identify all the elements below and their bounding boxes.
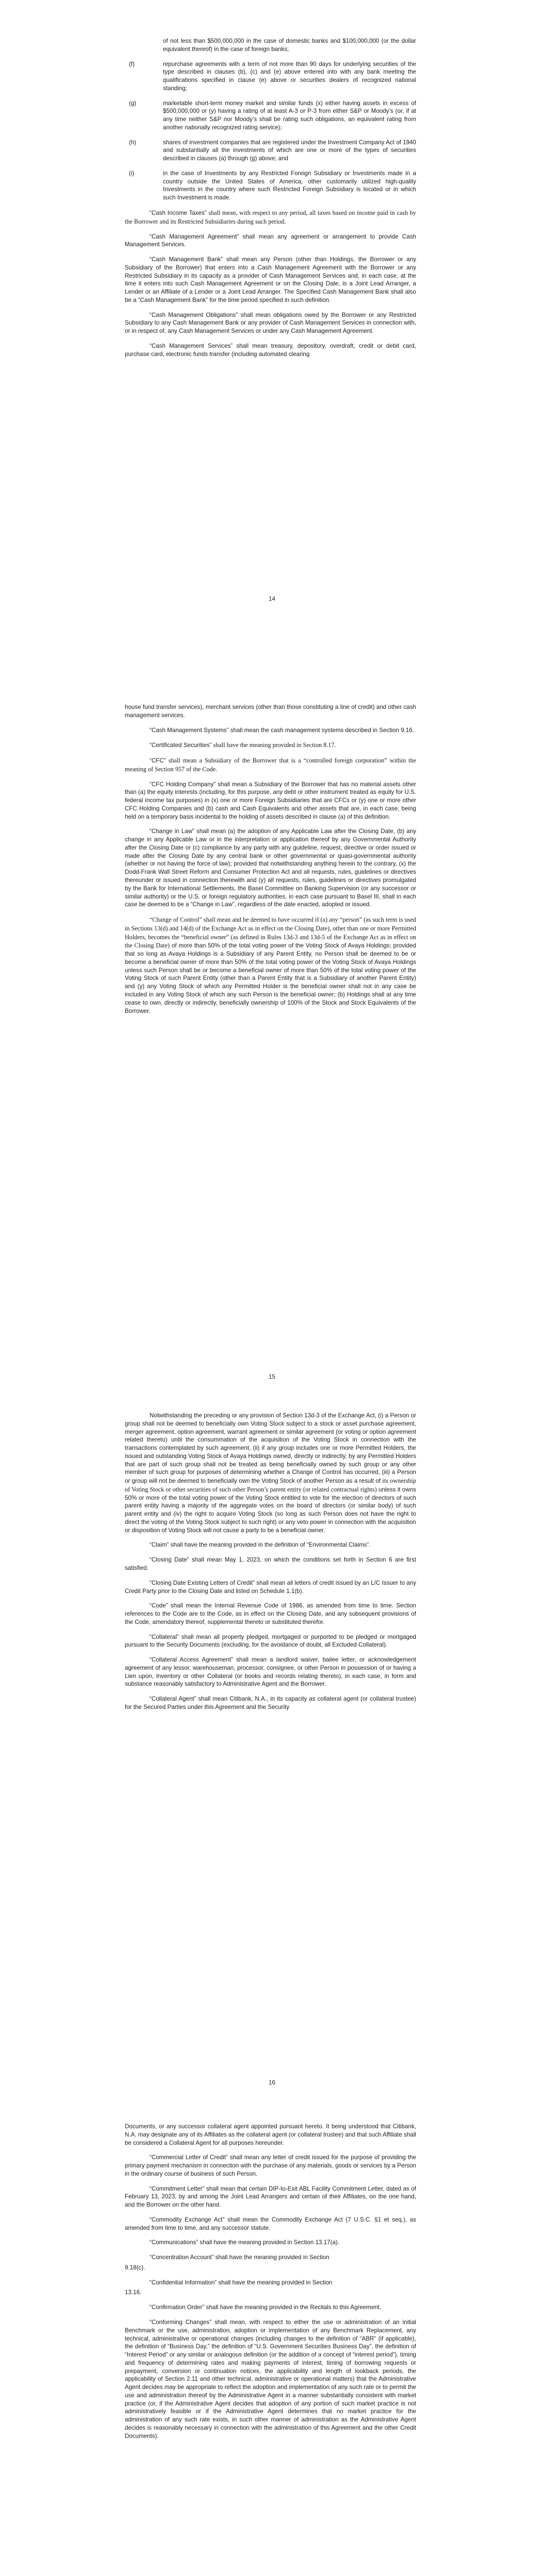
definition-cfc-holding-company: “CFC Holding Company” shall mean a Subsidiary of the Borrower that has no material assets other than (a) the equity interests (including, for this purpose, any debt or other instrument treated as equity for U.S. federal income tax purposes) in (x) one or more Foreign Subsidiaries that are CFCs or (y) one or more other CFC Holding Companies and (b) cash and Cash Equivalents and other assets that are, in each case, being held on a temporary basis incidental to the holding of assets described in clause (a) of this definition. <box>125 781 416 820</box>
list-item-text: in the case of Investments by any Restricted Foreign Subsidiary or Investments made in a country outside the United States of America, other customarily utilized high-quality Investments in the country where such Restricted Foreign Subsidiary is located or in which such Investment is made. <box>163 170 416 201</box>
list-item-label: (h) <box>129 139 137 146</box>
definition-text: shall mean a Subsidiary of the Borrower that is a “controlled foreign corporation” within the meaning of Section 957 of the Code. <box>125 757 416 773</box>
definition-closing-date-existing-loc: “Closing Date Existing Letters of Credit” shall mean all letters of credit issued by an L/C Issuer to any Credit Party prior to the Closing Date and listed on Schedule 1.1(b). <box>125 1579 416 1595</box>
definition-text: shall mean, with respect to any period, all taxes based on income paid in cash by the Borrower and its Restricted Subsidiaries during such period. <box>125 209 416 225</box>
list-item-text: marketable short-term money market and similar funds (x) either having assets in excess of $500,000,000 or (y) having a rating of at least A-3 or P-3 from either S&P or Moody’s (or, if at any time neither S&P nor Moody’s shall be rating such obligations, an equivalent rating from another nationally recognized rating service); <box>163 99 416 131</box>
definition-collateral-access-agreement: “Collateral Access Agreement” shall mean a landlord waiver, bailee letter, or acknowledgement agreement of any lessor, warehouseman, processor, consignee, or other Person in possession of or having a Lien upon, Inventory or other Collateral (or books and records relating thereto), in each case, in form and substance reasonably satisfactory to Administrative Agent and the Borrower. <box>125 1656 416 1688</box>
definition-change-of-control <box>125 916 416 1015</box>
definition-cash-management-systems: “Cash Management Systems” shall mean the cash management systems described in Section 9.16. <box>150 726 414 734</box>
page-number: 14 <box>269 596 275 602</box>
definition-cash-income-taxes <box>125 209 416 226</box>
definition-continuation: house fund transfer services), merchant services (other than those constituting a line of credit) and other cash management services. <box>125 704 416 719</box>
definition-text: unless it owns 50% or more of the total voting power of the Voting Stock entitled to vote for the election of directors of such parent entity having a majority of the aggregate votes on the board of directors (or similar body) of such parent entity and (iv) the right to acquire Voting Stock (so long as such Person does not have the right to direct the voting of the Voting Stock subject to such right) or any veto power in connection with the acquisition or disposition of Voting Stock will not cause a party to be a beneficial owner. <box>125 1486 416 1534</box>
definition-cash-management-agreement: “Cash Management Agreement” shall mean any agreement or arrangement to provide Cash Management Services. <box>125 233 416 248</box>
definition-continuation: Documents, or any successor collateral agent appointed pursuant hereto. It being understood that Citibank, N.A. may designate any of its Affiliates as the collateral agent (or collateral trustee) and that such Affiliate shall be considered a Collateral Agent for all purposes hereunder. <box>125 2123 416 2146</box>
definition-concentration-account-section: 9.18(c). <box>125 2264 145 2271</box>
list-item-label: (i) <box>129 170 135 177</box>
definition-conforming-changes: “Conforming Changes” shall mean, with respect to either the use or administration of an initial Benchmark or the use, administration, adoption or implementation of any Benchmark Replacement, any technical, administrative or operational changes (including changes to the definition of “ABR” (if applicable), the definition of “Business Day,” the definition of “U.S. Government Securities Business Day”, the definition of “Interest Period” or any similar or analogous definition (or the addition of a concept of “interest period”), timing and frequency of determining rates and making payments of interest, timing of borrowing requests or prepayment, conversion or continuation notices, the applicability and length of lookback periods, the applicability of Section 2.11 and other technical, administrative or operational matters) that the Administrative Agent decides may be appropriate to reflect the adoption and implementation of any such rate or to permit the use and administration thereof by the Administrative Agent in a manner substantially consistent with market practice (or, if the Administrative Agent decides that adoption of any portion of such market practice is not administratively feasible or if the Administrative Agent determines that no market practice for the administration of any such rate exists, in such other manner of administration as the Administrative Agent decides is reasonably necessary in connection with the administration of this Agreement and the other Credit Documents). <box>125 2319 416 2439</box>
list-item <box>125 99 416 132</box>
definition-certificated-securities <box>125 741 416 750</box>
list-item-label <box>125 37 163 54</box>
document-page-16 <box>0 1412 544 2105</box>
definition-closing-date: “Closing Date” shall mean May 1, 2023, on which the conditions set forth in Section 6 are first satisfied. <box>125 1556 416 1572</box>
definition-confirmation-order: “Confirmation Order” shall have the meaning provided in the Recitals to this Agreement. <box>150 2304 382 2311</box>
definition-cash-management-obligations: “Cash Management Obligations” shall mean obligations owed by the Borrower or any Restricted Subsidiary to any Cash Management Bank or any provider of Cash Management Services in connection with, or in respect of, any Cash Management Services or under any Cash Management Agreement. <box>125 311 416 335</box>
list-item-text: of not less than $500,000,000 in the case of domestic banks and $100,000,000 (or the dollar equivalent thereof) in the case of foreign banks; <box>163 38 416 53</box>
definition-collateral: “Collateral” shall mean all property pledged, mortgaged or purported to be pledged or mortgaged pursuant to the Security Documents (excluding, for the avoidance of doubt, all Excluded Collateral). <box>125 1633 416 1649</box>
change-of-control-notwithstanding <box>125 1412 416 1534</box>
list-item <box>125 139 416 163</box>
definition-text: shall have the meaning provided in Section 8.17. <box>211 741 336 749</box>
page-15-text <box>125 703 416 1022</box>
list-item-text: repurchase agreements with a term of not more than 90 days for underlying securities of the type described in clauses (b), (c) and (e) above entered into with any bank meeting the qualifications specified in clause (e) above or securities dealers of recognized national standing; <box>163 60 416 92</box>
document-page-15 <box>0 703 544 1399</box>
page-number: 16 <box>269 2079 275 2086</box>
document-page-14 <box>0 0 544 623</box>
definition-concentration-account: “Concentration Account” shall have the meaning provided in Section <box>150 2254 329 2261</box>
definition-collateral-agent: “Collateral Agent” shall mean Citibank, N.A., in its capacity as collateral agent (or collateral trustee) for the Secured Parties under this Agreement and the Security <box>125 1696 416 1710</box>
definition-communications: “Communications” shall have the meaning provided in Section 13.17(a). <box>150 2239 339 2246</box>
list-item-label: (g) <box>129 99 137 107</box>
definition-confidential-information-section: 13.16. <box>125 2289 142 2296</box>
list-item <box>125 170 416 202</box>
list-item <box>125 60 416 93</box>
definition-change-in-law: “Change in Law” shall mean (a) the adoption of any Applicable Law after the Closing Date, (b) any change in any Applicable Law or in the interpretation or application thereof by any Governmental Authority after the Closing Date or (c) compliance by any party with any guideline, request, directive or order issued or made after the Closing Date by any central bank or other governmental or quasi-governmental authority (whether or not having the force of law); provided that notwithstanding anything herein to the contrary, (x) the Dodd-Frank Wall Street Reform and Consumer Protection Act and all requests, rules, guidelines or directives thereunder or issued in connection therewith and (y) all requests, rules, guidelines or directives promulgated by the Bank for International Settlements, the Basel Committee on Banking Supervision (or any successor or similar authority) or the U.S. or foreign regulatory authorities, in each case pursuant to Basel III, shall in each case be deemed to be a “Change in Law”, regardless of the date enacted, adopted or issued. <box>125 828 416 908</box>
definition-cash-management-services: “Cash Management Services” shall mean treasury, depository, overdraft, credit or debit card, purchase card, electronic funds transfer (including automated clearing <box>125 342 416 358</box>
page-number: 15 <box>269 1374 275 1380</box>
cash-equivalents-list <box>125 37 416 202</box>
definition-commodity-exchange-act: “Commodity Exchange Act” shall mean the Commodity Exchange Act (7 U.S.C. §1 et seq.), as amended from time to time, and any successor statute. <box>125 2216 416 2231</box>
term-certificated-securities: “Certificated Securities” <box>150 742 212 749</box>
list-item-text: shares of investment companies that are registered under the Investment Company Act of 1940 and substantially all the investments of which are one or more of the types of securities described in clauses (a) through (g) above; and <box>163 139 416 162</box>
definition-cfc <box>125 756 416 774</box>
list-item <box>125 37 416 54</box>
definition-code: “Code” shall mean the Internal Revenue Code of 1986, as amended from time to time. Section references to the Code are to the Code, as in effect on the Closing Date, and any subsequent provisions of the Code, amendatory thereof, supplemental thereto or substituted therefor. <box>125 1602 416 1625</box>
definition-commercial-letter-of-credit: “Commercial Letter of Credit” shall mean any letter of credit issued for the purpose of providing the primary payment mechanism in connection with the purchase of any materials, goods or services by a Person in the ordinary course of business of such Person. <box>125 2154 416 2177</box>
definition-text: Notwithstanding the preceding or any provision of Section 13d-3 of the Exchange Act, (i) a Person or group shall not be deemed to beneficially own Voting Stock subject to a stock or asset purchase agreement, merger agreement, option agreement, warrant agreement or similar agreement (or voting or option agreement related thereto) until the consummation of the acquisition of the Voting Stock in connection with the transactions contemplated by such agreement, (ii) if any group includes one or more Permitted Holders, the issued and outstanding Voting Stock of Avaya Holdings owned, directly or indirectly, by any Permitted Holders that are part of such group shall not be treated as being beneficially owned by such group or any other member of such group for purposes of determining whether a Change of Control has occurred, (iii) a Person or group will not be deemed to beneficially own the Voting Stock of another Person as a result of <box>125 1412 416 1485</box>
term-cash-income-taxes: “Cash Income Taxes” <box>150 210 207 217</box>
definition-confidential-information: “Confidential Information” shall have the meaning provided in Section <box>150 2279 333 2286</box>
definition-cash-management-bank: “Cash Management Bank” shall mean any Person (other than Holdings, the Borrower or any Subsidiary of the Borrower) that enters into a Cash Management Agreement with the Borrower or any Restricted Subsidiary in its capacity as a provider of Cash Management Services and, in each case, at the time it enters into such Cash Management Agreement or on the Closing Date, is a Joint Lead Arranger, a Lender or an Affiliate of a Lender or a Joint Lead Arranger. The Specified Cash Management Bank shall also be a “Cash Management Bank” for the time period specified in such definition. <box>125 256 416 303</box>
page-17-text <box>125 2123 416 2447</box>
definition-text: of more than 50% of the total voting power of the Voting Stock of Avaya Holdings; provided that so long as Avaya Holdings is a Subsidiary of any Parent Entity, no Person shall be deemed to be or become a beneficial owner of more than 50% of the total voting power of the Voting Stock of Avaya Holdings unless such Person shall be or become a beneficial owner of more than 50% of the total voting power of the Voting Stock of such Parent Entity (other than a Parent Entity that is a Subsidiary of another Parent Entity) and (y) any Voting Stock of which any Permitted Holder is the beneficial owner shall not in any case be included in any Voting Stock of which any such Person is the beneficial owner; (b) Holdings shall at any time cease to own, directly or indirectly, beneficially ownership of 100% of the Stock and Stock Equivalents of the Borrower. <box>125 942 416 1014</box>
definition-claim: “Claim” shall have the meaning provided in the definition of “Environmental Claims”. <box>150 1541 371 1549</box>
page-16-text <box>125 1412 416 1718</box>
definition-text: “Change of Control” shall mean and be deemed to have occurred if (a) any “person” (as such term is used in Sections 13(d) and 14(d) of the Exchange Act as in effect on the Closing Date), other than one or more Permitted Holders, becomes the “beneficial owner” (as defined in Rules 13d-3 and 13d-5 of the Exchange Act as in effect on the Closing Date) <box>125 916 416 950</box>
page-14-text <box>125 37 416 365</box>
definition-text: its ownership of Voting Stock or other securities of such other Person’s parent entity (or related contractual rights) <box>125 1477 417 1493</box>
term-cfc: “CFC” <box>150 757 166 765</box>
list-item-label: (f) <box>129 60 135 67</box>
document-page-17 <box>0 2123 544 2576</box>
definition-commitment-letter: “Commitment Letter” shall mean that certain DIP-to-Exit ABL Facility Commitment Letter, dated as of February 13, 2023, by and among the Joint Lead Arrangers and certain of their Affiliates, on the one hand, and the Borrower on the other hand. <box>125 2185 416 2209</box>
